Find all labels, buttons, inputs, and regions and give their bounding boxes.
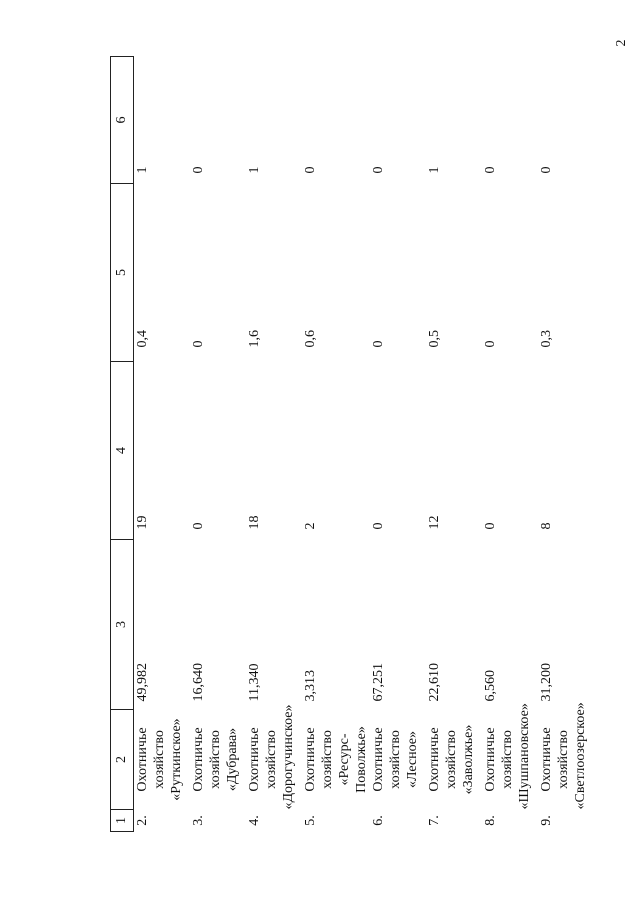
cell-value: 49,982 bbox=[135, 663, 150, 702]
table-row bbox=[538, 57, 594, 832]
table-header bbox=[111, 57, 134, 832]
cell-value: 67,251 bbox=[371, 663, 386, 702]
cell-value: 0,3 bbox=[539, 330, 554, 348]
cell-value: 22,610 bbox=[427, 663, 442, 702]
cell-value: 31,200 bbox=[539, 663, 554, 702]
cell-value: 0 bbox=[483, 340, 498, 348]
cell-value: 11,340 bbox=[247, 663, 262, 702]
row-name: Охотничье хозяйство «Руткинское» bbox=[135, 718, 184, 801]
row-name: Охотничье хозяйство «Заволжье» bbox=[427, 724, 476, 795]
row-number: 7. bbox=[427, 815, 442, 826]
row-number: 5. bbox=[303, 815, 318, 826]
row-number: 3. bbox=[191, 815, 206, 826]
cell-value: 1,6 bbox=[247, 330, 262, 348]
cell-value: 16,640 bbox=[191, 663, 206, 702]
cell-value: 0 bbox=[371, 166, 386, 174]
table-row bbox=[302, 57, 370, 832]
cell-value: 12 bbox=[427, 515, 442, 530]
table-row bbox=[246, 57, 302, 832]
cell-value: 0 bbox=[371, 340, 386, 348]
column-header: 3 bbox=[111, 540, 134, 710]
cell-value: 0,4 bbox=[135, 330, 150, 348]
page-number: 2 bbox=[614, 39, 629, 47]
row-name: Охотничье хозяйство «Дорогучинское» bbox=[247, 704, 296, 810]
cell-value: 0 bbox=[191, 166, 206, 174]
cell-value: 1 bbox=[247, 166, 262, 174]
cell-value: 0 bbox=[483, 166, 498, 174]
table-row bbox=[482, 57, 538, 832]
cell-value: 0 bbox=[191, 522, 206, 530]
column-header: 4 bbox=[111, 362, 134, 540]
row-number: 4. bbox=[247, 815, 262, 826]
cell-value: 18 bbox=[247, 515, 262, 530]
cell-value: 0,5 bbox=[427, 330, 442, 348]
table-row bbox=[426, 57, 482, 832]
row-name: Охотничье хозяйство «Шушпановское» bbox=[483, 703, 532, 810]
column-header: 6 bbox=[111, 57, 134, 184]
cell-value: 8 bbox=[539, 522, 554, 530]
cell-value: 2 bbox=[303, 522, 318, 530]
row-name: Охотничье хозяйство «Лесное» bbox=[371, 727, 420, 792]
row-number: 9. bbox=[539, 815, 554, 826]
cell-value: 19 bbox=[135, 515, 150, 530]
cell-value: 0 bbox=[483, 522, 498, 530]
table-body bbox=[134, 57, 595, 832]
cell-value: 0,6 bbox=[303, 330, 318, 348]
row-name: Охотничье хозяйство «Ресурс-Поволжье» bbox=[303, 726, 369, 793]
table-row bbox=[134, 57, 191, 832]
table-row bbox=[190, 57, 246, 832]
row-number: 2. bbox=[135, 815, 150, 826]
cell-value: 6,560 bbox=[483, 670, 498, 702]
data-table bbox=[110, 56, 594, 832]
cell-value: 1 bbox=[135, 166, 150, 174]
row-number: 8. bbox=[483, 815, 498, 826]
row-name: Охотничье хозяйство «Светлоозерское» bbox=[539, 702, 588, 810]
cell-value: 3,313 bbox=[303, 670, 318, 702]
cell-value: 0 bbox=[539, 166, 554, 174]
rotated-table-container bbox=[110, 57, 610, 832]
cell-value: 0 bbox=[371, 522, 386, 530]
cell-value: 0 bbox=[303, 166, 318, 174]
column-header: 1 bbox=[111, 810, 134, 832]
column-header: 2 bbox=[111, 710, 134, 810]
row-name: Охотничье хозяйство «Дубрава» bbox=[191, 727, 240, 792]
cell-value: 1 bbox=[427, 166, 442, 174]
row-number: 6. bbox=[371, 815, 386, 826]
cell-value: 0 bbox=[191, 340, 206, 348]
column-header: 5 bbox=[111, 184, 134, 362]
table-row bbox=[370, 57, 426, 832]
